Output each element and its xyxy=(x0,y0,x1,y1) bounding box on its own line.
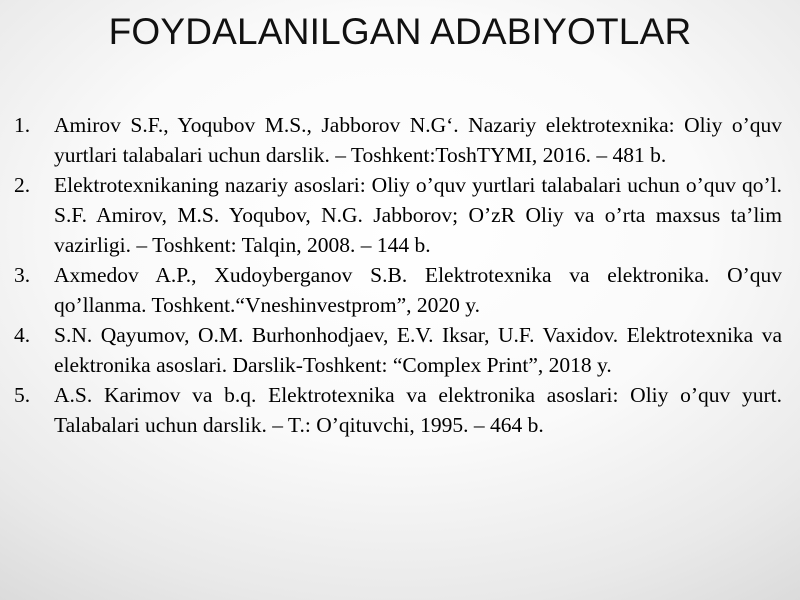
reference-item-2 xyxy=(14,170,782,260)
reference-number: 4. xyxy=(14,323,31,347)
reference-text: S.N. Qayumov, O.M. Burhonhodjaev, E.V. Iksar, U.F. Vaxidov. Elektrotexnika va elektronika asoslari. Darslik-Toshkent: “Complex Print”, 2018 y. xyxy=(54,323,782,377)
slide-title: FOYDALANILGAN ADABIYOTLAR xyxy=(108,11,692,52)
reference-number: 3. xyxy=(14,263,31,287)
reference-number: 2. xyxy=(14,173,31,197)
reference-text: Amirov S.F., Yoqubov M.S., Jabborov N.G‘. Nazariy elektrotexnika: Oliy o’quv yurtlari talabalari uchun darslik. – Toshkent:ToshTYMI, 2016. – 481 b. xyxy=(54,113,782,167)
reference-number: 1. xyxy=(14,113,31,137)
reference-item-3 xyxy=(14,260,782,320)
reference-text: Elektrotexnikaning nazariy asoslari: Oliy o’quv yurtlari talabalari uchun o’quv qo’l. S.F. Amirov, M.S. Yoqubov, N.G. Jabborov; O’zR Oliy va o’rta maxsus ta’lim vazirligi. – Toshkent: Talqin, 2008. – 144 b. xyxy=(54,173,782,257)
reference-item-4 xyxy=(14,320,782,380)
reference-text: A.S. Karimov va b.q. Elektrotexnika va elektronika asoslari: Oliy o’quv yurt. Talabalari uchun darslik. – T.: O’qituvchi, 1995. – 464 b. xyxy=(54,383,782,437)
reference-item-5 xyxy=(14,380,782,440)
reference-item-1 xyxy=(14,110,782,170)
reference-list xyxy=(14,110,782,440)
reference-number: 5. xyxy=(14,383,31,407)
reference-text: Axmedov A.P., Xudoyberganov S.B. Elektrotexnika va elektronika. O’quv qo’llanma. Toshkent.“Vneshinvestprom”, 2020 y. xyxy=(54,263,782,317)
